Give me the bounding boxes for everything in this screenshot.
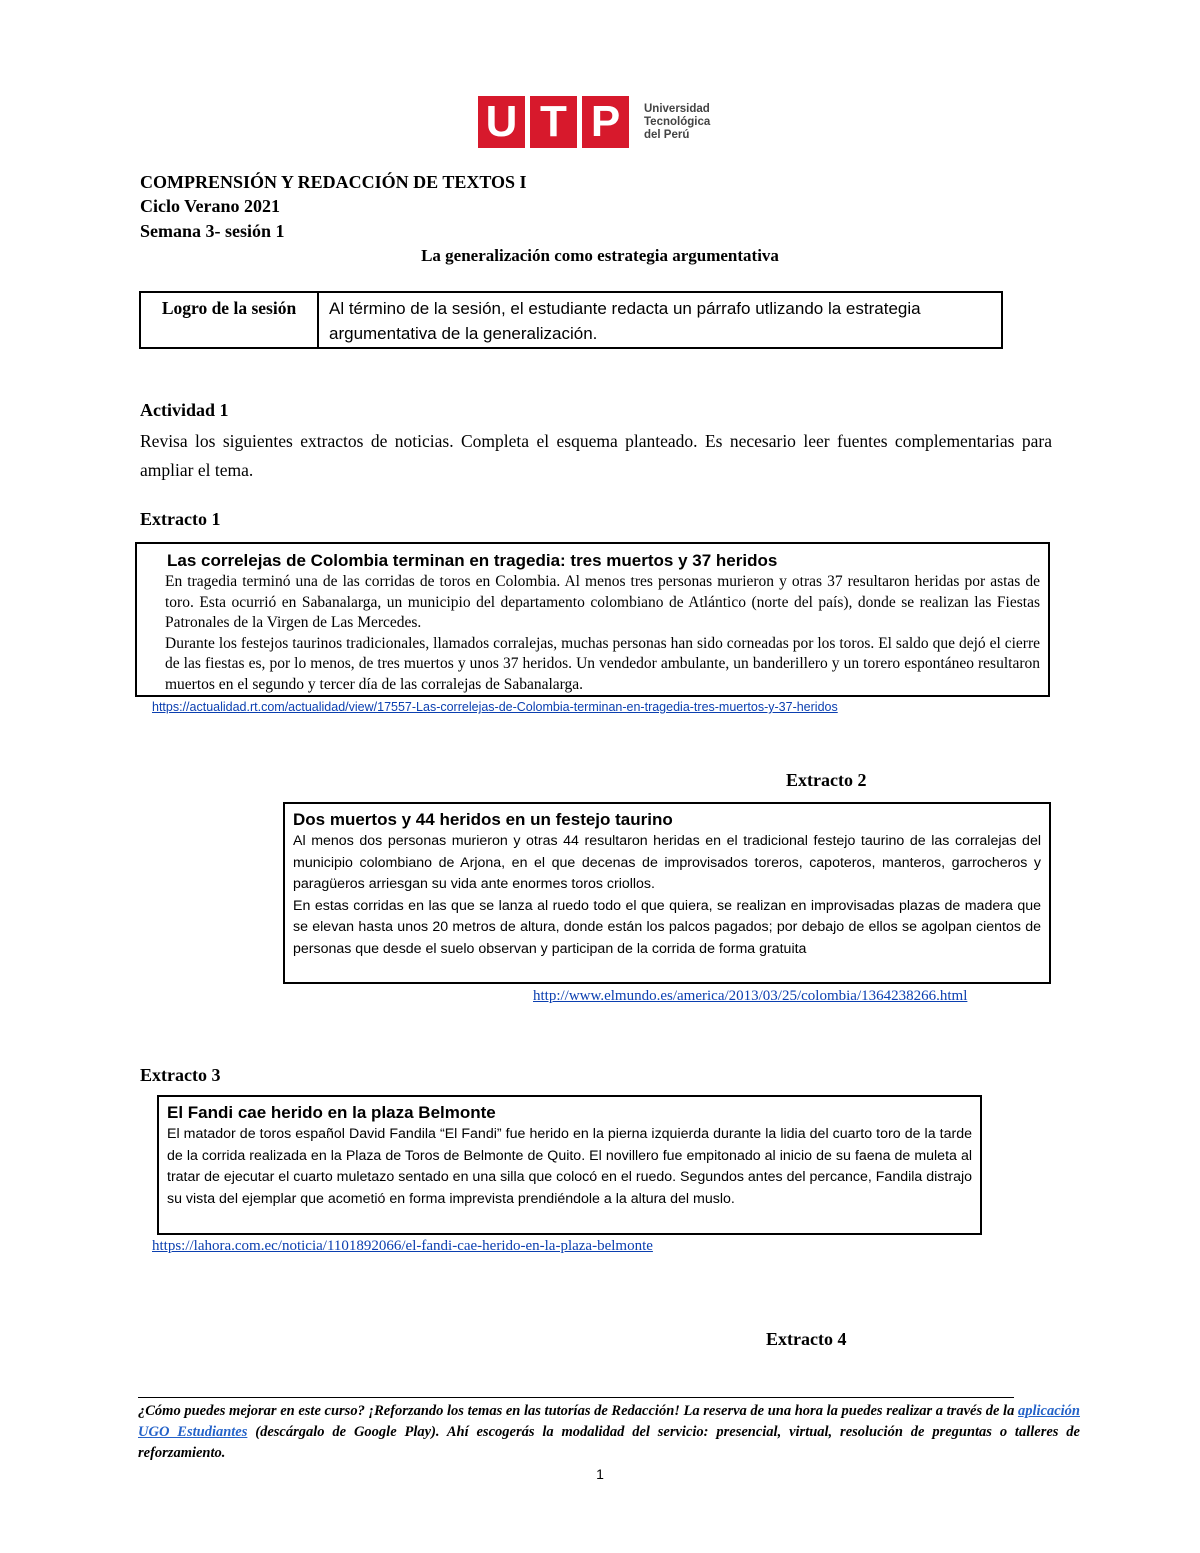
logo-line-1: Universidad [644,102,710,115]
extract-2-body [293,831,1041,960]
logo-letter-u: U [478,96,525,148]
extract-1-source-link[interactable]: https://actualidad.rt.com/actualidad/view/17557-Las-correlejas-de-Colombia-terminan-en-tragedia-tres-muertos-y-37-heridos [152,700,838,714]
extract-2-paragraph: En estas corridas en las que se lanza al ruedo todo el que quiera, se realizan en improvisadas plazas de madera que se elevan hasta unos 20 metros de altura, donde están los palcos pagados; por debajo de ellos se agolpan cientos de personas que desde el suelo observan y participan de la corrida de forma gratuita [293,897,1041,957]
extract-2-paragraph: Al menos dos personas murieron y otras 44 resultaron heridas en el tradicional festejo taurino de las corralejas del municipio colombiano de Arjona, en el que decenas de improvisados toreros, capoteros, manteros, garrocheros y paragüeros arriesgan su vida ante enormes toros criollos. [293,833,1041,892]
logo-line-2: Tecnológica [644,115,711,128]
activity-instructions: Revisa los siguientes extractos de noticias. Completa el esquema planteado. Es necesario leer fuentes complementarias para ampliar el tema. [140,431,1052,480]
extract-3-label: Extracto 3 [140,1065,221,1085]
extract-1-paragraph: Durante los festejos taurinos tradicionales, llamados corralejas, muchas personas han sido corneadas por los toros. El saldo que dejó el cierre de las fiestas es, por lo menos, de tres muertos y unos 37 heridos. Un vendedor ambulante, un banderillero y un torero espontáneo resultaron muertos en el segundo y tercer día de las corralejas de Sabanalarga. [165,634,1040,693]
extract-4-label: Extracto 4 [766,1329,847,1349]
logo-line-3: del Perú [644,128,690,141]
footer-note [138,1401,1080,1464]
logo-letter-p: P [582,96,629,148]
ugo-app-link[interactable]: aplicación UGO Estudiantes [138,1403,1080,1440]
footer-text: (descárgalo de Google Play). Ahí escogerás la modalidad del servicio: presencial, virtual, resolución de preguntas o talleres de reforzamiento. [138,1424,1080,1461]
week-label: Semana 3- sesión 1 [140,221,285,241]
footer-divider [138,1397,1014,1398]
utp-logo [478,96,710,148]
activity-title: Actividad 1 [140,400,229,420]
extract-2-label: Extracto 2 [786,770,867,790]
extract-2-title: Dos muertos y 44 heridos en un festejo taurino [293,810,673,829]
extract-3-source-link[interactable]: https://lahora.com.ec/noticia/1101892066/el-fandi-cae-herido-en-la-plaza-belmonte [152,1238,653,1254]
logro-text: Al término de la sesión, el estudiante redacta un párrafo utlizando la estrategia argumentativa de la generalización. [329,299,921,343]
extract-3-paragraph: El matador de toros español David Fandila “El Fandi” fue herido en la pierna izquierda durante la lidia del cuarto toro de la tarde de la corrida realizada en la Plaza de Toros de Belmonte de Quito. El novillero fue empitonado al inicio de su faena de muleta al tratar de ejecutar el cuarto muletazo sentado en una silla que colocó en el ruedo. Segundos antes del percance, Fandila distrajo su vista del ejemplar que acometió en forma imprevista prendiéndole a la altura del muslo. [167,1126,972,1207]
extract-3-box [157,1095,982,1235]
extract-3-body [167,1124,972,1210]
extract-1-paragraph: En tragedia terminó una de las corridas de toros en Colombia. Al menos tres personas murieron y otras 37 resultaron heridas por astas de toro. Esta ocurrió en Sabanalarga, un municipio del departamento colombiano de Atlántico (norte del país), donde se realizan las Fiestas Patronales de la Virgen de Las Mercedes. [165,573,1040,631]
logo-letter-t: T [530,96,577,148]
logro-table [139,291,1003,349]
extract-2-source-link[interactable]: http://www.elmundo.es/america/2013/03/25/colombia/1364238266.html [533,988,968,1004]
extract-1-label: Extracto 1 [140,509,221,529]
extract-2-box [283,802,1051,984]
logo-university-name [644,103,710,142]
extract-1-box [135,542,1050,697]
course-title: COMPRENSIÓN Y REDACCIÓN DE TEXTOS I [140,172,527,192]
extract-1-body [165,572,1040,695]
page-number: 1 [596,1466,604,1482]
cycle-label: Ciclo Verano 2021 [140,196,281,216]
extract-1-title: Las correlejas de Colombia terminan en tragedia: tres muertos y 37 heridos [167,551,778,570]
session-topic: La generalización como estrategia argumentativa [421,246,779,265]
footer-text: ¿Cómo puedes mejorar en este curso? ¡Reforzando los temas en las tutorías de Redacción! La reserva de una hora la puedes realizar a través de la [138,1403,1018,1419]
extract-3-title: El Fandi cae herido en la plaza Belmonte [167,1103,496,1122]
logro-label: Logro de la sesión [141,293,319,347]
